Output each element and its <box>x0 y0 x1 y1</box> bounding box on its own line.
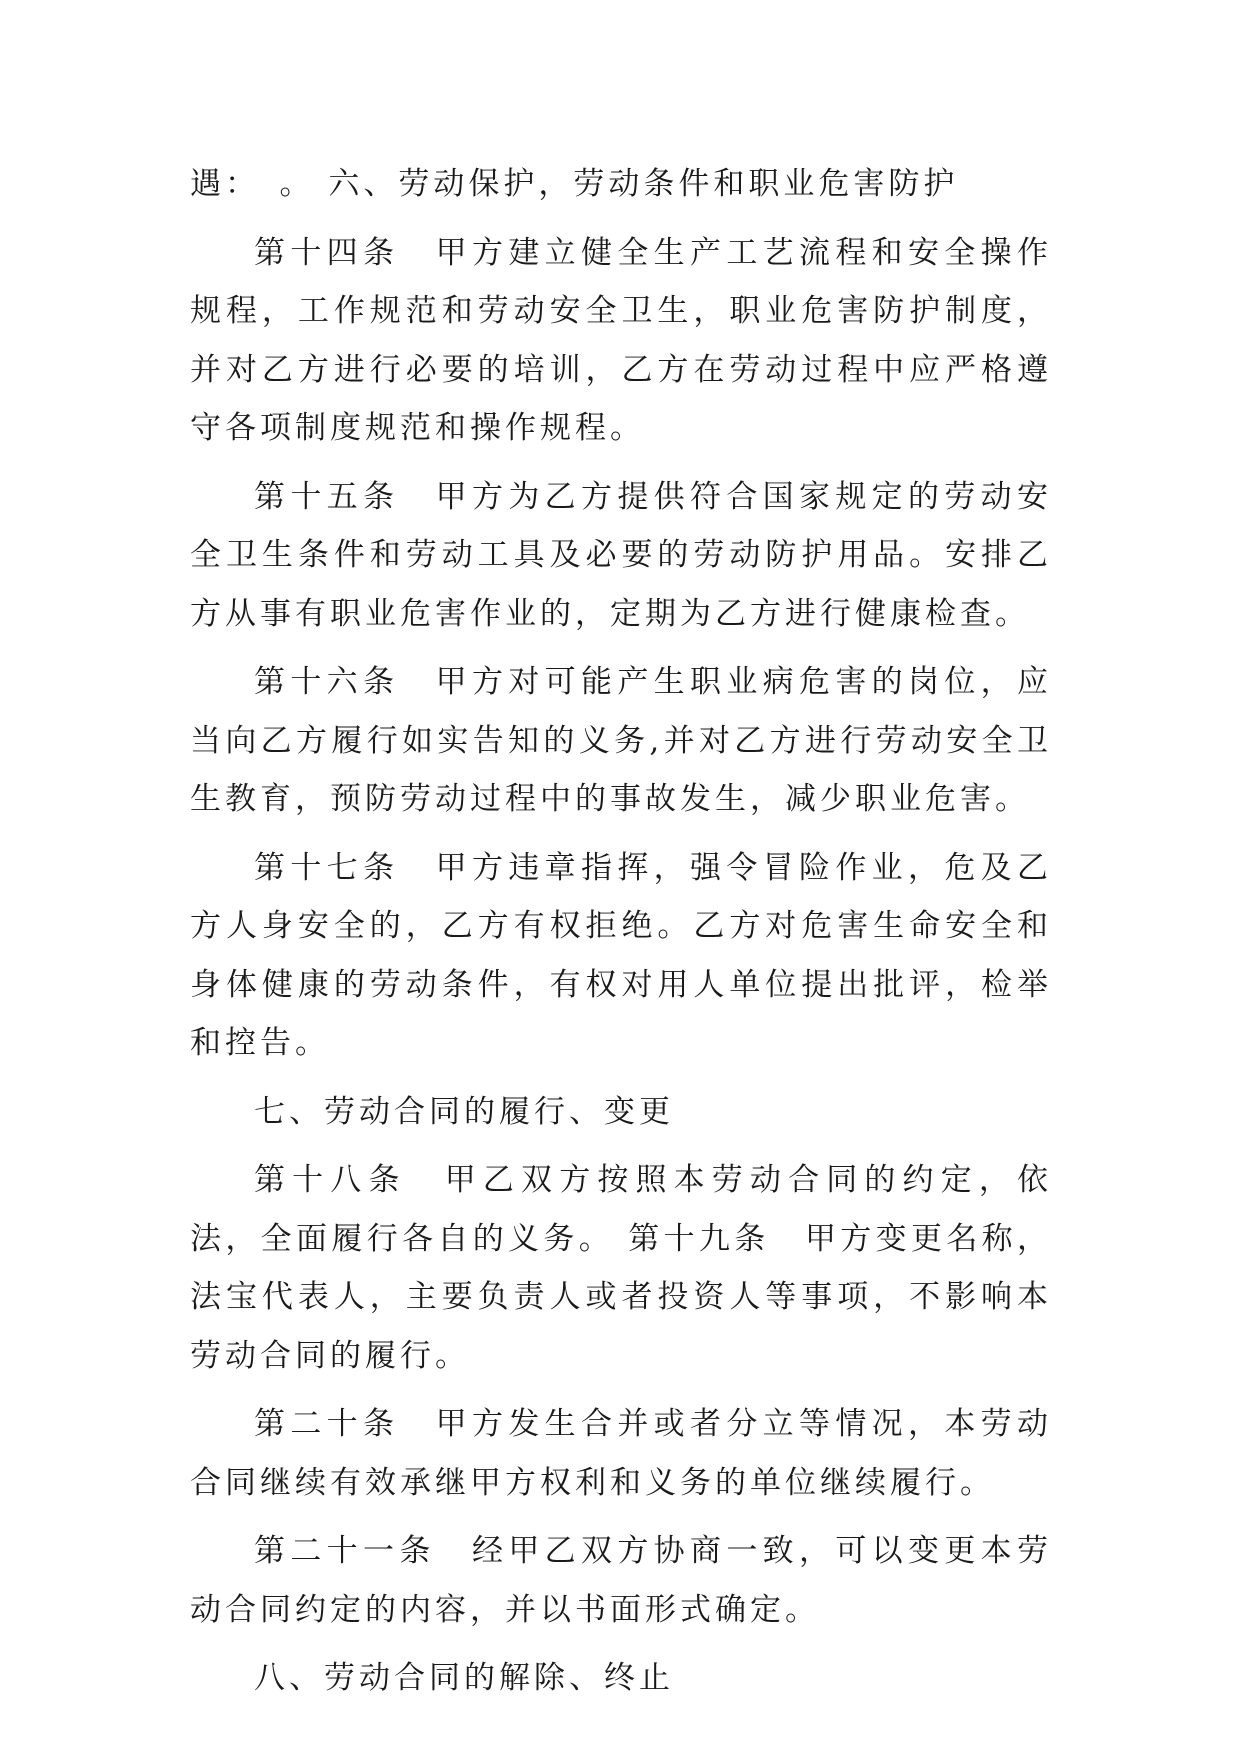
section-7-heading: 七、劳动合同的履行、变更 <box>254 1093 674 1130</box>
paragraph-article-15: 第十五条 甲方为乙方提供符合国家规定的劳动安全卫生条件和劳动工具及必要的劳动防护用品。安排乙方从事有职业危害作业的，定期为乙方进行健康检查。 <box>190 478 1052 632</box>
paragraph-article-14: 第十四条 甲方建立健全生产工艺流程和安全操作规程，工作规范和劳动安全卫生，职业危害防护制度，并对乙方进行必要的培训，乙方在劳动过程中应严格遵守各项制度规范和操作规程。 <box>190 234 1052 446</box>
paragraph-article-16: 第十六条 甲方对可能产生职业病危害的岗位，应当向乙方履行如实告知的义务,并对乙方进行劳动安全卫生教育，预防劳动过程中的事故发生，减少职业危害。 <box>190 664 1052 817</box>
paragraph-article-18-19: 第十八条 甲乙双方按照本劳动合同的约定，依法，全面履行各自的义务。 第十九条 甲方变更名称，法宝代表人，主要负责人或者投资人等事项，不影响本劳动合同的履行。 <box>190 1162 1052 1374</box>
paragraph-section-6-heading: 遇： 。 六、劳动保护，劳动条件和职业危害防护 <box>190 166 959 202</box>
section-8-heading: 八、劳动合同的解除、终止 <box>254 1660 674 1696</box>
paragraph-article-20: 第二十条 甲方发生合并或者分立等情况，本劳动合同继续有效承继甲方权利和义务的单位继续履行。 <box>190 1406 1052 1501</box>
paragraph-article-17: 第十七条 甲方违章指挥，强令冒险作业，危及乙方人身安全的，乙方有权拒绝。乙方对危害生命安全和身体健康的劳动条件，有权对用人单位提出批评，检举和控告。 <box>190 849 1052 1061</box>
document-body <box>190 155 1052 1718</box>
paragraph-article-21: 第二十一条 经甲乙双方协商一致，可以变更本劳动合同约定的内容，并以书面形式确定。 <box>190 1533 1052 1628</box>
